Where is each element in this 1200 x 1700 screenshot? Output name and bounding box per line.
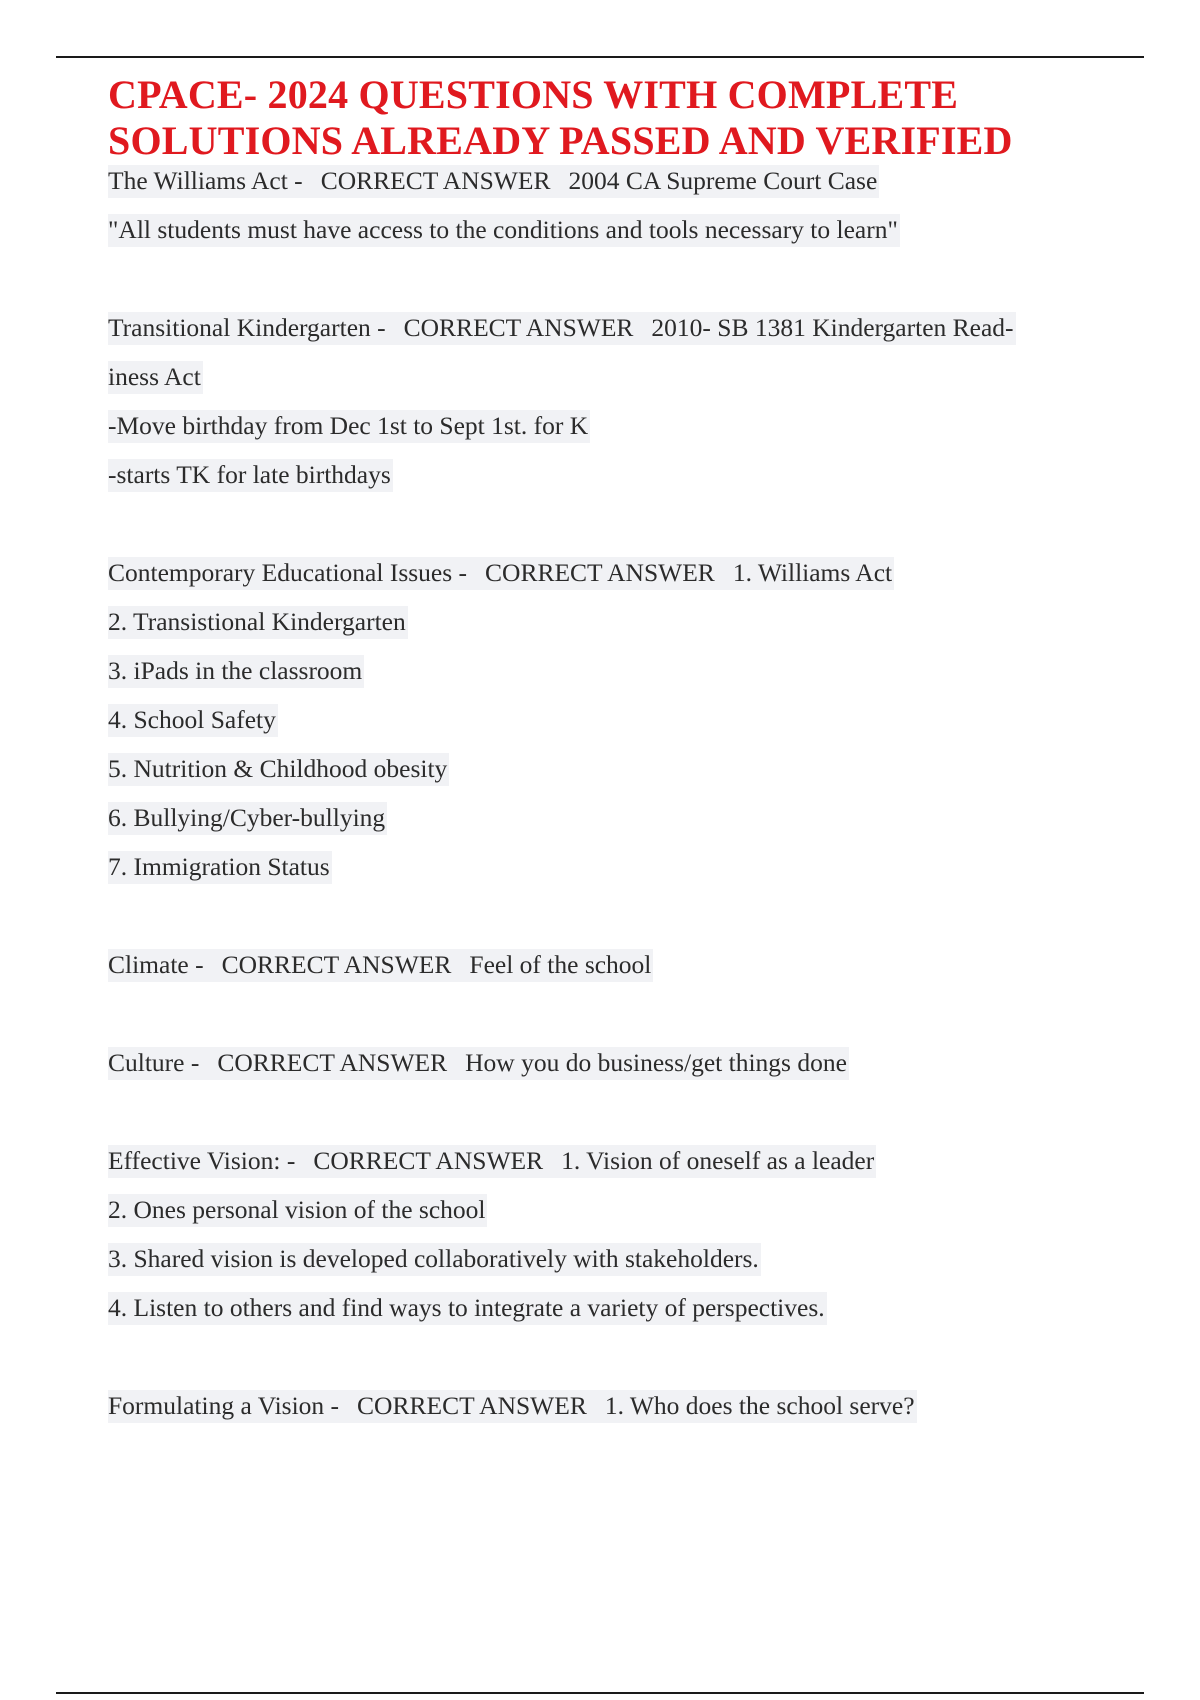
qa-entry-williams-act: [108, 166, 1128, 196]
answer-text: How you do business/get things done: [465, 1048, 847, 1077]
answer-line: 4. Listen to others and find ways to integrate a variety of perspectives.: [108, 1293, 1128, 1323]
title-line-2: SOLUTIONS ALREADY PASSED AND VERIFIED: [108, 118, 1013, 163]
question-term: Climate -: [108, 950, 204, 979]
answer-line: 3. iPads in the classroom: [108, 656, 1128, 686]
answer-line: 4. School Safety: [108, 705, 1128, 735]
correct-answer-label: CORRECT ANSWER: [357, 1391, 587, 1420]
title-line-1: CPACE- 2024 QUESTIONS WITH COMPLETE: [108, 72, 959, 117]
qa-entry-culture: [108, 1048, 1128, 1078]
document-body: [108, 72, 1128, 1421]
question-term: The Williams Act -: [108, 166, 303, 195]
answer-text: Feel of the school: [469, 950, 652, 979]
qa-question-line: [108, 1047, 849, 1080]
answer-line: -starts TK for late birthdays: [108, 460, 1128, 490]
answer-line: 7. Immigration Status: [108, 852, 1128, 882]
answer-line: -Move birthday from Dec 1st to Sept 1st. for K: [108, 411, 1128, 441]
qa-question-line: [108, 1390, 917, 1423]
correct-answer-label: CORRECT ANSWER: [485, 558, 715, 587]
qa-question-line: [108, 949, 653, 982]
qa-entry-contemporary-issues: [108, 558, 1128, 588]
answer-text: 1. Who does the school serve?: [604, 1391, 915, 1420]
correct-answer-label: CORRECT ANSWER: [320, 166, 551, 195]
answer-text: 1. Vision of oneself as a leader: [561, 1146, 875, 1175]
qa-entry-effective-vision: [108, 1146, 1128, 1176]
qa-entry-formulating-vision: [108, 1391, 1128, 1421]
question-term: Effective Vision: -: [108, 1146, 296, 1175]
top-rule: [56, 56, 1144, 58]
question-term: Formulating a Vision -: [108, 1391, 340, 1420]
answer-line: 2. Transistional Kindergarten: [108, 607, 1128, 637]
qa-question-line: [108, 312, 1016, 345]
answer-line: iness Act: [108, 362, 1128, 392]
document-title: [108, 72, 1128, 164]
answer-text: 2010- SB 1381 Kindergarten Read-: [651, 313, 1014, 342]
correct-answer-label: CORRECT ANSWER: [313, 1146, 544, 1175]
qa-question-line: [108, 165, 879, 198]
answer-line: 6. Bullying/Cyber-bullying: [108, 803, 1128, 833]
qa-entry-climate: [108, 950, 1128, 980]
qa-question-line: [108, 557, 894, 590]
answer-line: "All students must have access to the conditions and tools necessary to learn": [108, 215, 1128, 245]
question-term: Transitional Kindergarten -: [108, 313, 386, 342]
answer-text: 2004 CA Supreme Court Case: [568, 166, 878, 195]
answer-text: 1. Williams Act: [732, 558, 893, 587]
qa-entry-transitional-kindergarten: [108, 313, 1128, 343]
question-term: Contemporary Educational Issues -: [108, 558, 468, 587]
correct-answer-label: CORRECT ANSWER: [217, 1048, 448, 1077]
question-term: Culture -: [108, 1048, 200, 1077]
bottom-rule: [56, 1692, 1144, 1694]
answer-line: 5. Nutrition & Childhood obesity: [108, 754, 1128, 784]
correct-answer-label: CORRECT ANSWER: [221, 950, 452, 979]
answer-line: 2. Ones personal vision of the school: [108, 1195, 1128, 1225]
correct-answer-label: CORRECT ANSWER: [403, 313, 634, 342]
answer-line: 3. Shared vision is developed collaboratively with stakeholders.: [108, 1244, 1128, 1274]
qa-question-line: [108, 1145, 876, 1178]
